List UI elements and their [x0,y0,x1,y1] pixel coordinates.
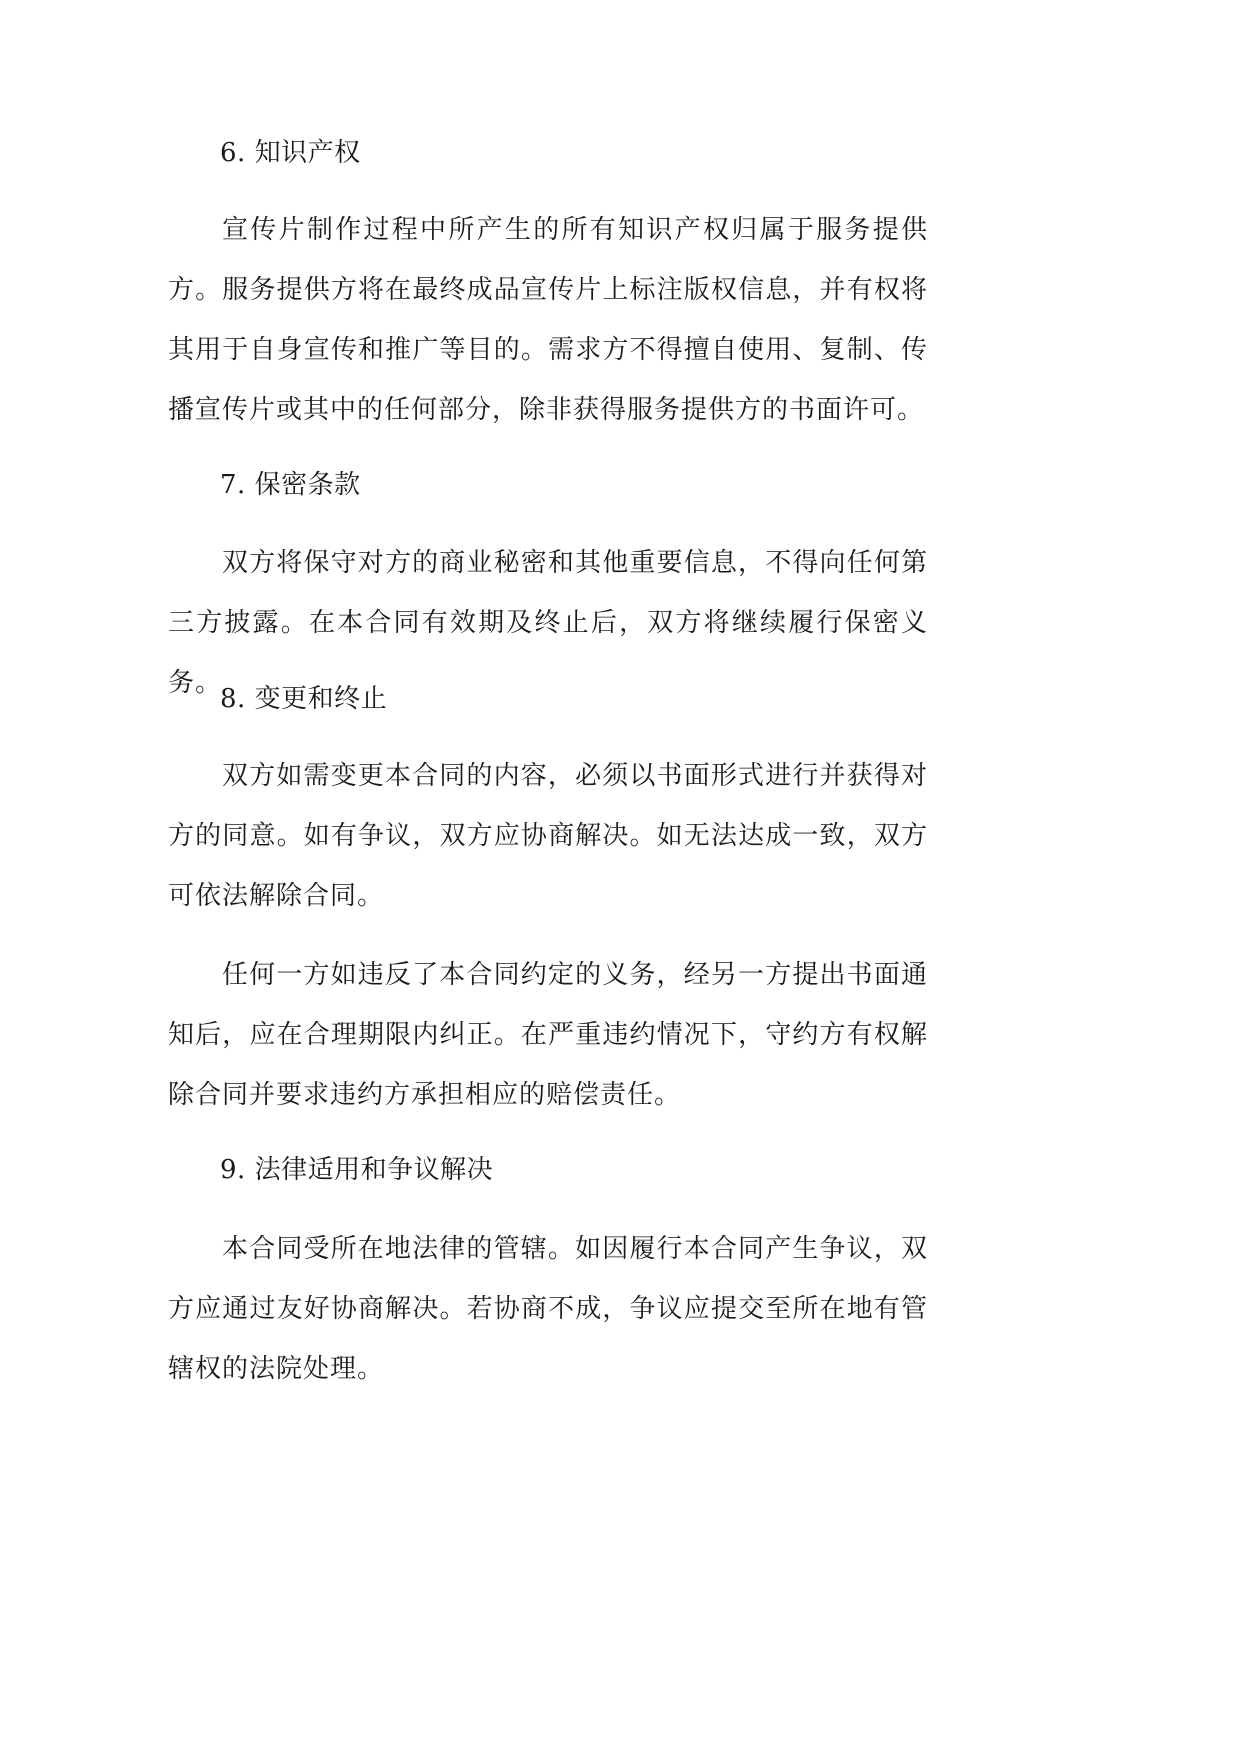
section-8-paragraph-1: 双方如需变更本合同的内容，必须以书面形式进行并获得对方的同意。如有争议，双方应协商解决。如无法达成一致，双方可依法解除合同。 [168,761,928,911]
section-9-paragraph: 本合同受所在地法律的管辖。如因履行本合同产生争议，双方应通过友好协商解决。若协商不成，争议应提交至所在地有管辖权的法院处理。 [168,1234,928,1384]
section-8-paragraph-2: 任何一方如违反了本合同约定的义务，经另一方提出书面通知后，应在合理期限内纠正。在严重违约情况下，守约方有权解除合同并要求违约方承担相应的赔偿责任。 [168,960,928,1110]
section-7-paragraph: 双方将保守对方的商业秘密和其他重要信息，不得向任何第三方披露。在本合同有效期及终止后，双方将继续履行保密义务。 [168,548,928,698]
section-9-heading: 9. 法律适用和争议解决 [220,1155,494,1185]
section-6-heading: 6. 知识产权 [220,138,361,168]
section-7-heading: 7. 保密条款 [220,470,361,500]
section-8-heading: 8. 变更和终止 [220,684,388,714]
section-6-paragraph: 宣传片制作过程中所产生的所有知识产权归属于服务提供方。服务提供方将在最终成品宣传片上标注版权信息，并有权将其用于自身宣传和推广等目的。需求方不得擅自使用、复制、传播宣传片或其中的任何部分，除非获得服务提供方的书面许可。 [168,215,928,425]
